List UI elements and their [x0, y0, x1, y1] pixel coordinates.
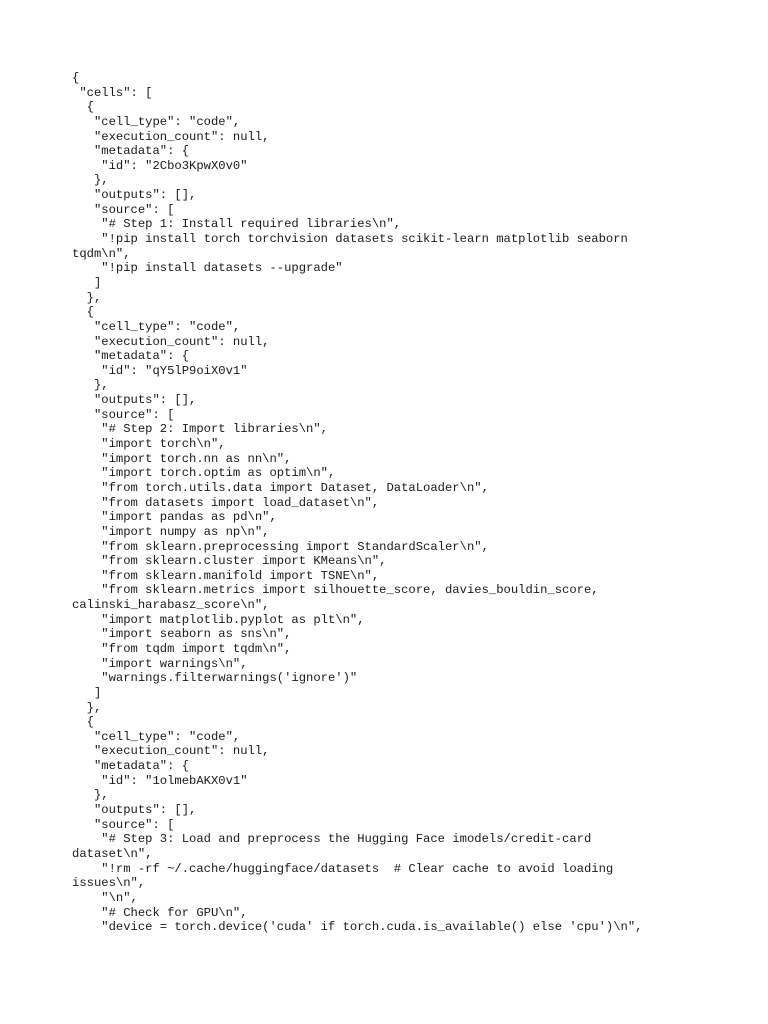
code-line: "outputs": [], — [72, 393, 197, 408]
code-line: "warnings.filterwarnings('ignore')" — [72, 671, 358, 686]
code-line: "cell_type": "code", — [72, 319, 241, 334]
code-line: "outputs": [], — [72, 803, 197, 818]
code-line: "import pandas as pd\n", — [72, 510, 277, 525]
code-line: "!pip install torch torchvision datasets scikit-learn matplotlib seaborn — [72, 232, 628, 247]
notebook-json-text — [72, 71, 682, 935]
code-line: }, — [72, 290, 102, 305]
code-line: "id": "2Cbo3KpwX0v0" — [72, 158, 248, 173]
code-line: "execution_count": null, — [72, 129, 270, 144]
code-line: "import torch.nn as nn\n", — [72, 451, 292, 466]
code-line: "from datasets import load_dataset\n", — [72, 495, 380, 510]
code-line: "metadata": { — [72, 759, 190, 774]
code-line: "from torch.utils.data import Dataset, DataLoader\n", — [72, 480, 489, 495]
code-line: calinski_harabasz_score\n", — [72, 598, 270, 613]
code-line: { — [72, 305, 94, 320]
code-line: }, — [72, 700, 102, 715]
code-line: dataset\n", — [72, 846, 153, 861]
code-line: "cell_type": "code", — [72, 114, 241, 129]
code-line: }, — [72, 378, 109, 393]
code-line: ] — [72, 685, 102, 700]
code-line: "!rm -rf ~/.cache/huggingface/datasets # Clear cache to avoid loading — [72, 861, 614, 876]
code-line: "cell_type": "code", — [72, 729, 241, 744]
code-line: "import seaborn as sns\n", — [72, 627, 292, 642]
code-line: "\n", — [72, 890, 138, 905]
code-line: "id": "1olmebAKX0v1" — [72, 773, 248, 788]
code-line: "source": [ — [72, 817, 175, 832]
code-line: "# Step 3: Load and preprocess the Hugging Face imodels/credit-card — [72, 832, 592, 847]
code-line: ] — [72, 275, 102, 290]
code-line: "# Check for GPU\n", — [72, 905, 248, 920]
code-line: "outputs": [], — [72, 188, 197, 203]
code-line: "from sklearn.manifold import TSNE\n", — [72, 568, 380, 583]
code-line: tqdm\n", — [72, 246, 131, 261]
code-line: "execution_count": null, — [72, 744, 270, 759]
code-line: "import torch.optim as optim\n", — [72, 466, 336, 481]
code-line: "device = torch.device('cuda' if torch.cuda.is_available() else 'cpu')\n", — [72, 920, 643, 935]
code-line: "source": [ — [72, 407, 175, 422]
code-line: { — [72, 71, 80, 85]
code-line: "cells": [ — [72, 85, 153, 100]
code-line: { — [72, 715, 94, 730]
code-line: }, — [72, 173, 109, 188]
code-line: "import numpy as np\n", — [72, 524, 270, 539]
code-line: }, — [72, 788, 109, 803]
code-line: "from sklearn.metrics import silhouette_score, davies_bouldin_score, — [72, 583, 599, 598]
code-line: "# Step 1: Install required libraries\n", — [72, 217, 402, 232]
code-line: issues\n", — [72, 876, 146, 891]
code-line: "from tqdm import tqdm\n", — [72, 641, 292, 656]
code-line: "id": "qY5lP9oiX0v1" — [72, 363, 248, 378]
code-line: "metadata": { — [72, 144, 190, 159]
code-line: "import torch\n", — [72, 437, 226, 452]
code-line: "from sklearn.cluster import KMeans\n", — [72, 554, 387, 569]
code-line: { — [72, 100, 94, 115]
code-line: "from sklearn.preprocessing import StandardScaler\n", — [72, 539, 489, 554]
code-line: "metadata": { — [72, 349, 190, 364]
code-line: "import warnings\n", — [72, 656, 248, 671]
code-line: "source": [ — [72, 202, 175, 217]
code-line: "!pip install datasets --upgrade" — [72, 261, 343, 276]
code-line: "# Step 2: Import libraries\n", — [72, 422, 328, 437]
code-line: "execution_count": null, — [72, 334, 270, 349]
code-line: "import matplotlib.pyplot as plt\n", — [72, 612, 365, 627]
